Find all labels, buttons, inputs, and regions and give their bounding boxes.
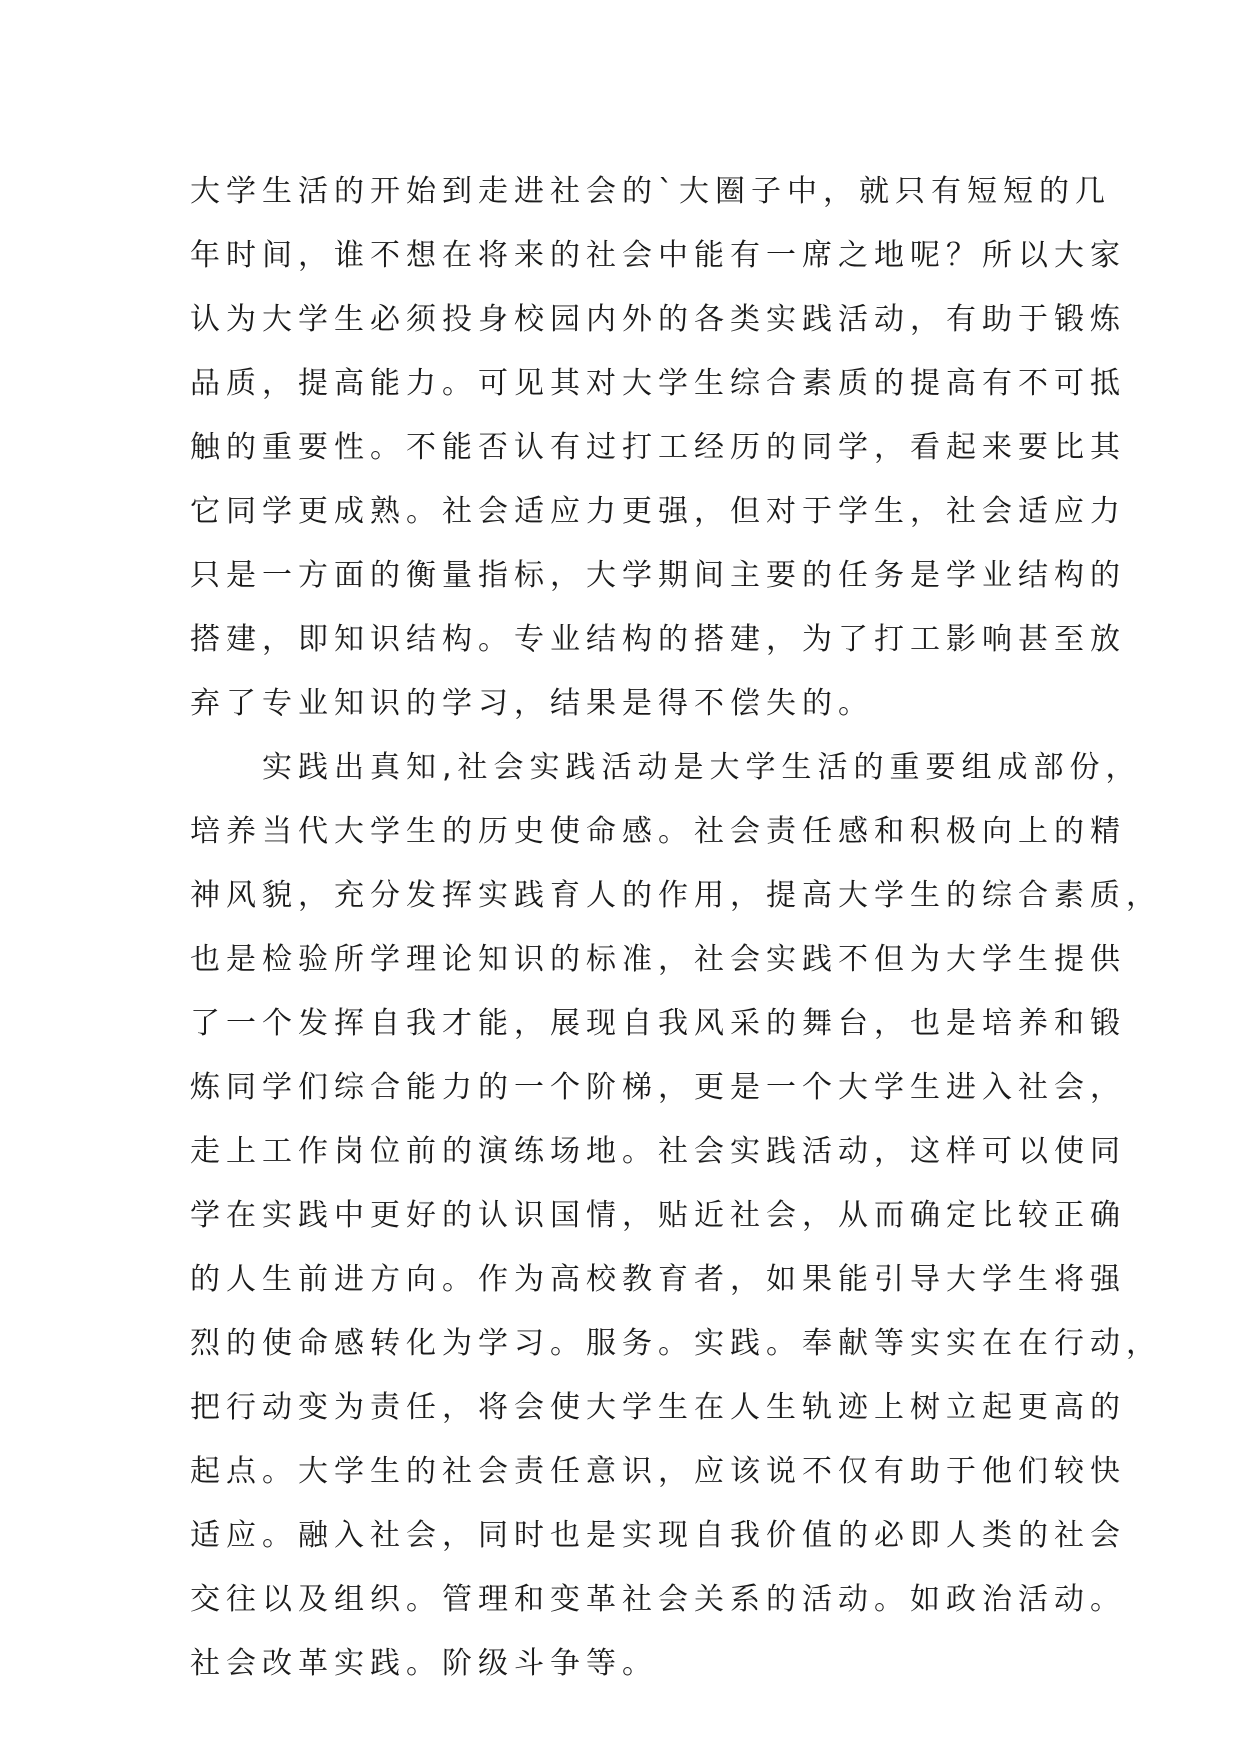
document-body [190, 160, 1162, 1696]
text-line: 触的重要性。不能否认有过打工经历的同学，看起来要比其 [190, 430, 1126, 465]
text-line: 适应。融入社会，同时也是实现自我价值的必即人类的社会 [190, 1518, 1126, 1553]
text-line: 实践出真知,社会实践活动是大学生活的重要组成部份， [190, 750, 1142, 785]
text-line: 把行动变为责任，将会使大学生在人生轨迹上树立起更高的 [190, 1390, 1126, 1425]
text-line: 起点。大学生的社会责任意识，应该说不仅有助于他们较快 [190, 1454, 1126, 1489]
text-line: 弃了专业知识的学习，结果是得不偿失的。 [190, 686, 874, 721]
text-line: 搭建，即知识结构。专业结构的搭建，为了打工影响甚至放 [190, 622, 1126, 657]
text-line: 只是一方面的衡量指标，大学期间主要的任务是学业结构的 [190, 558, 1126, 593]
text-line: 了一个发挥自我才能，展现自我风采的舞台，也是培养和锻 [190, 1006, 1126, 1041]
text-line: 培养当代大学生的历史使命感。社会责任感和积极向上的精 [190, 814, 1126, 849]
text-line: 交往以及组织。管理和变革社会关系的活动。如政治活动。 [190, 1582, 1126, 1617]
text-line: 品质，提高能力。可见其对大学生综合素质的提高有不可抵 [190, 366, 1126, 401]
text-line: 认为大学生必须投身校园内外的各类实践活动，有助于锻炼 [190, 302, 1126, 337]
text-line: 神风貌，充分发挥实践育人的作用，提高大学生的综合素质， [190, 878, 1162, 913]
paragraph-2 [190, 736, 1162, 1696]
text-line: 它同学更成熟。社会适应力更强，但对于学生，社会适应力 [190, 494, 1126, 529]
text-line: 社会改革实践。阶级斗争等。 [190, 1646, 658, 1681]
text-line: 年时间，谁不想在将来的社会中能有一席之地呢？所以大家 [190, 238, 1126, 273]
text-line: 炼同学们综合能力的一个阶梯，更是一个大学生进入社会， [190, 1070, 1126, 1105]
text-line: 也是检验所学理论知识的标准，社会实践不但为大学生提供 [190, 942, 1126, 977]
text-line: 大学生活的开始到走进社会的`大圈子中，就只有短短的几 [190, 174, 1111, 209]
text-line: 走上工作岗位前的演练场地。社会实践活动，这样可以使同 [190, 1134, 1126, 1169]
text-line: 学在实践中更好的认识国情，贴近社会，从而确定比较正确 [190, 1198, 1126, 1233]
text-line: 的人生前进方向。作为高校教育者，如果能引导大学生将强 [190, 1262, 1126, 1297]
text-line: 烈的使命感转化为学习。服务。实践。奉献等实实在在行动， [190, 1326, 1162, 1361]
paragraph-1 [190, 160, 1126, 736]
